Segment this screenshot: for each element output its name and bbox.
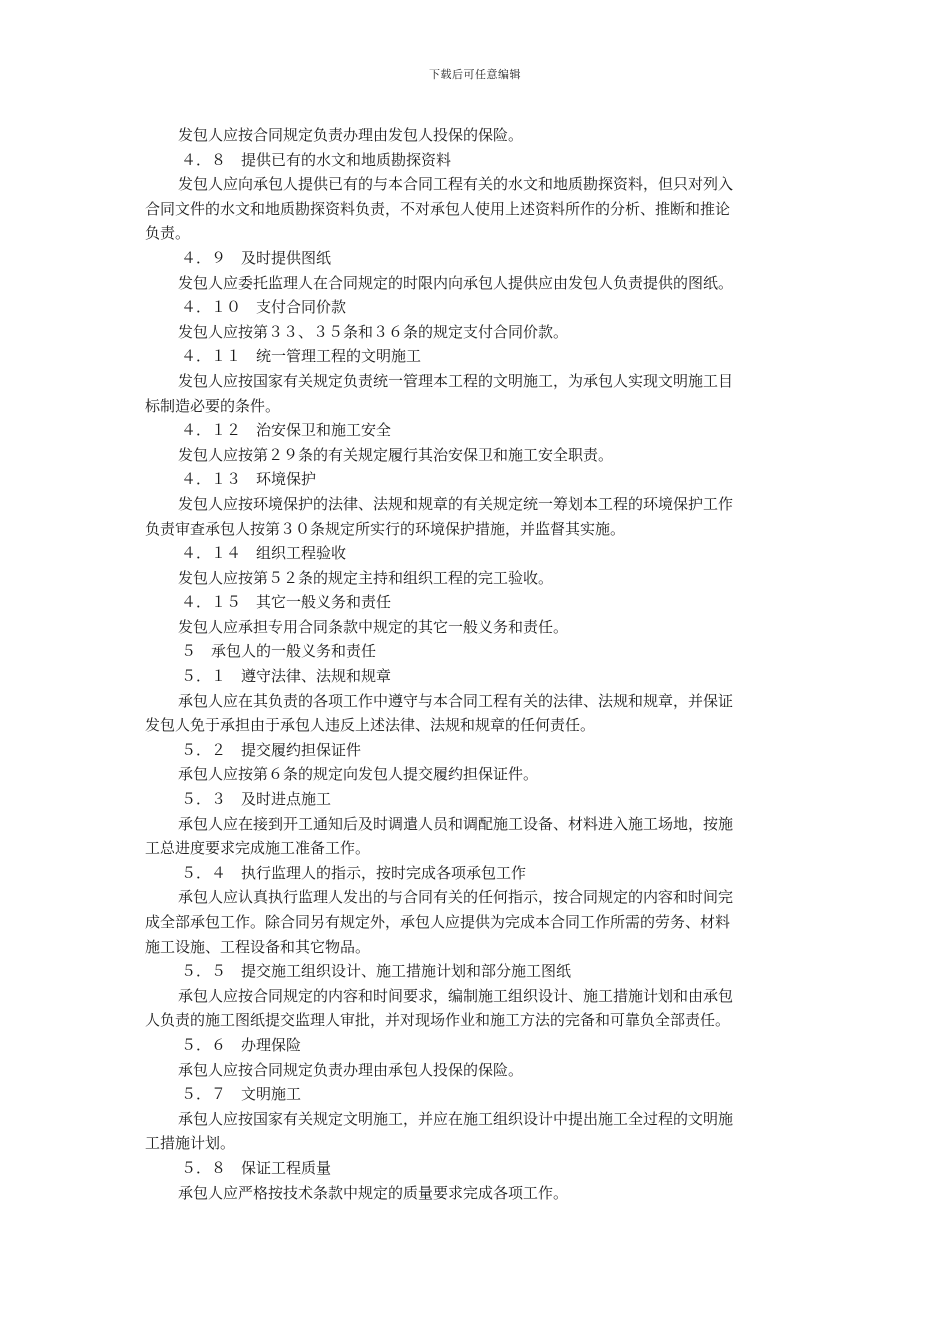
paragraph-continuation: 工总进度要求完成施工准备工作。 — [145, 839, 371, 858]
section-heading: ５．２ 提交履约担保证件 — [181, 740, 362, 759]
paragraph-continuation: 合同文件的水文和地质勘探资料负责，不对承包人使用上述资料所作的分析、推断和推论 — [145, 199, 731, 218]
section-heading: ４．１１ 统一管理工程的文明施工 — [181, 347, 422, 366]
paragraph-continuation: 工措施计划。 — [145, 1134, 236, 1153]
paragraph-line: 发包人应按第３３、３５条和３６条的规定支付合同价款。 — [178, 322, 569, 341]
paragraph-line: 发包人应按环境保护的法律、法规和规章的有关规定统一筹划本工程的环境保护工作 — [178, 494, 734, 513]
paragraph-line: 发包人应按第２９条的有关规定履行其治安保卫和施工安全职责。 — [178, 445, 614, 464]
paragraph-line: 发包人应按合同规定负责办理由发包人投保的保险。 — [178, 126, 524, 144]
paragraph-line: 发包人应按第５２条的规定主持和组织工程的完工验收。 — [178, 568, 554, 587]
paragraph-line: 发包人应向承包人提供已有的与本合同工程有关的水文和地质勘探资料，但只对列入 — [178, 175, 734, 194]
section-heading: ５．８ 保证工程质量 — [181, 1158, 332, 1177]
paragraph-line: 承包人应按第６条的规定向发包人提交履约担保证件。 — [178, 765, 539, 784]
section-heading: ４．１２ 治安保卫和施工安全 — [181, 421, 392, 440]
paragraph-continuation: 发包人免于承担由于承包人违反上述法律、法规和规章的任何责任。 — [145, 716, 596, 735]
paragraph-continuation: 施工设施、工程设备和其它物品。 — [145, 937, 371, 956]
page-header: 下载后可任意编辑 — [429, 68, 521, 81]
section-heading: ５．６ 办理保险 — [181, 1035, 302, 1054]
paragraph-continuation: 人负责的施工图纸提交监理人审批，并对现场作业和施工方法的完备和可靠负全部责任。 — [145, 1011, 731, 1030]
paragraph-line: 承包人应按合同规定负责办理由承包人投保的保险。 — [178, 1060, 524, 1079]
paragraph-line: 发包人应按国家有关规定负责统一管理本工程的文明施工，为承包人实现文明施工目 — [178, 371, 734, 390]
section-heading: ５ 承包人的一般义务和责任 — [181, 642, 377, 661]
paragraph-continuation: 负责。 — [145, 224, 191, 243]
paragraph-line: 承包人应严格按技术条款中规定的质量要求完成各项工作。 — [178, 1183, 569, 1202]
paragraph-line: 承包人应在其负责的各项工作中遵守与本合同工程有关的法律、法规和规章，并保证 — [178, 691, 734, 710]
paragraph-line: 承包人应在接到开工通知后及时调遣人员和调配施工设备、材料进入施工场地，按施 — [178, 814, 734, 833]
paragraph-continuation: 负责审查承包人按第３０条规定所实行的环境保护措施，并监督其实施。 — [145, 519, 626, 538]
paragraph-line: 承包人应按国家有关规定文明施工，并应在施工组织设计中提出施工全过程的文明施 — [178, 1109, 734, 1128]
section-heading: ４．１４ 组织工程验收 — [181, 544, 347, 563]
section-heading: ５．３ 及时进点施工 — [181, 790, 332, 809]
paragraph-line: 承包人应认真执行监理人发出的与合同有关的任何指示，按合同规定的内容和时间完 — [178, 888, 734, 907]
document-body — [145, 123, 810, 1205]
paragraph-line: 发包人应委托监理人在合同规定的时限内向承包人提供应由发包人负责提供的图纸。 — [178, 273, 734, 292]
section-heading: ４．９ 及时提供图纸 — [181, 248, 332, 267]
section-heading: ４．１０ 支付合同价款 — [181, 298, 347, 317]
section-heading: ５．７ 文明施工 — [181, 1085, 302, 1104]
section-heading: ４．１３ 环境保护 — [181, 470, 317, 489]
section-heading: ５．５ 提交施工组织设计、施工措施计划和部分施工图纸 — [181, 962, 572, 981]
paragraph-continuation: 成全部承包工作。除合同另有规定外，承包人应提供为完成本合同工作所需的劳务、材料 — [145, 913, 731, 931]
section-heading: ５．４ 执行监理人的指示，按时完成各项承包工作 — [181, 863, 527, 882]
section-heading: ５．１ 遵守法律、法规和规章 — [181, 667, 392, 686]
paragraph-line: 承包人应按合同规定的内容和时间要求，编制施工组织设计、施工措施计划和由承包 — [178, 986, 734, 1005]
paragraph-continuation: 标制造必要的条件。 — [145, 396, 281, 415]
paragraph-line: 发包人应承担专用合同条款中规定的其它一般义务和责任。 — [178, 617, 569, 636]
section-heading: ４．８ 提供已有的水文和地质勘探资料 — [181, 150, 452, 169]
section-heading: ４．１５ 其它一般义务和责任 — [181, 593, 392, 612]
